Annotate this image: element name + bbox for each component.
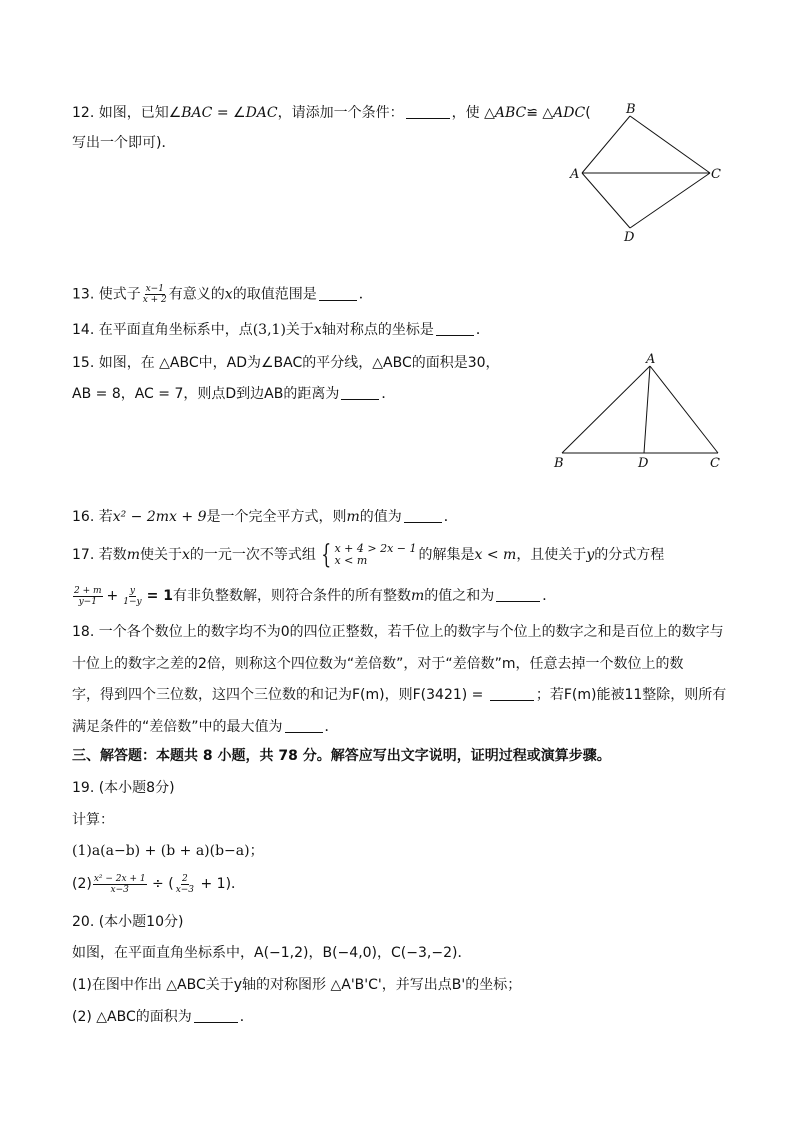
q14-suffix: 轴对称点的坐标是 — [321, 322, 434, 338]
q19-part2 — [72, 872, 245, 896]
q18-line3 — [72, 685, 726, 705]
q18-answer-blank-2[interactable] — [285, 718, 323, 733]
q17-frac2-num: y — [129, 585, 135, 596]
q15-end: ． — [381, 386, 396, 402]
q13-prefix: 13. 使式子 — [72, 286, 141, 303]
q15-label-d: D — [638, 456, 649, 471]
q12-label-d: D — [624, 230, 635, 245]
q12-angle2: DAC — [245, 105, 278, 121]
q18-line2: 十位上的数字之差的2倍，则称这个四位数为“差倍数”，对于“差倍数”m，任意去掉一个数位上的数 — [72, 656, 684, 672]
q17-frac1 — [73, 586, 103, 607]
q17-mid2: 的一元一次不等式组 — [189, 547, 316, 563]
q20-part2-prefix: (2) △ABC的面积为 — [72, 1009, 192, 1025]
q17-var-x: x — [182, 547, 190, 563]
q12-cong: ≌ △ — [526, 105, 554, 121]
q17-rhs: = 1 — [146, 588, 173, 604]
q18-line4 — [72, 717, 339, 737]
q19-frac1-den: x−3 — [110, 884, 129, 895]
q17-suffix: 的分式方程 — [594, 547, 665, 563]
q13-fraction — [142, 284, 168, 305]
q20-title: 20. (本小题10分) — [72, 914, 184, 930]
q12-segment-bc — [630, 116, 710, 173]
q18-line3-prefix: 字，得到四个三位数，这四个三位数的和记为F(m)，则F(3421) = — [72, 687, 488, 703]
q20-part2 — [72, 1007, 254, 1027]
q12-answer-blank[interactable] — [406, 104, 450, 119]
q19-part1: (1)a(a−b) + (b + a)(b−a)； — [72, 843, 264, 859]
q13-suffix: 的取值范围是 — [232, 286, 317, 303]
q18-line3-suffix: ；若F(m)能被11整除，则所有 — [535, 687, 727, 703]
q13-mid: 有意义的 — [168, 286, 225, 303]
q12-angle1: BAC — [181, 105, 213, 121]
q16-suffix: 的值为 — [359, 509, 402, 525]
q16-end: ． — [443, 509, 458, 525]
q19-frac2-num: 2 — [181, 873, 188, 884]
q12-segment-ab — [582, 116, 630, 173]
q17-plus: + — [106, 588, 119, 604]
q17-mid3: 的解集是 — [418, 547, 475, 563]
q19-frac1-num: x² − 2x + 1 — [93, 873, 146, 884]
q17-prefix: 17. 若数 — [72, 547, 127, 563]
q13-answer-blank[interactable] — [319, 286, 357, 301]
q13-var: x — [224, 286, 233, 303]
q19-title: 19. (本小题8分) — [72, 780, 175, 796]
q13-end: ． — [358, 286, 373, 303]
q17-frac2 — [122, 586, 142, 607]
q17-row2: x < m — [334, 554, 368, 567]
q20-end: ． — [239, 1009, 254, 1025]
q17-line1 — [72, 542, 664, 568]
q17-var-y: y — [586, 547, 595, 563]
q15-label-a: A — [646, 352, 656, 367]
q18-end: ． — [324, 719, 339, 735]
q18-answer-blank-1[interactable] — [490, 686, 534, 701]
q17-frac2-den: 1−y — [123, 596, 142, 607]
q14-mid: 关于 — [285, 322, 314, 338]
q14-point: (3,1) — [252, 322, 286, 338]
q20-part1: (1)在图中作出 △ABC关于y轴的对称图形 △A'B'C'，并写出点B'的坐标； — [72, 977, 522, 993]
q19-frac2-den: x−3 — [175, 884, 195, 895]
q17-row1: x + 4 > 2x − 1 — [334, 542, 417, 555]
q15-answer-blank[interactable] — [341, 385, 379, 400]
q16-expr: x² − 2mx + 9 — [112, 509, 207, 525]
q17-brace: { — [321, 540, 332, 570]
q15-segment-ab — [562, 366, 650, 453]
q12-mid: ，请添加一个条件： — [277, 105, 404, 121]
q15-line2 — [72, 384, 395, 404]
q19-frac1 — [93, 874, 147, 895]
q19-frac2 — [175, 874, 195, 895]
q15-label-c: C — [710, 456, 720, 471]
q17-line2-suffix: 有非负整数解，则符合条件的所有整数 — [172, 588, 411, 604]
q12-figure — [560, 98, 730, 248]
q15-figure — [548, 348, 728, 473]
q14-var: x — [313, 322, 322, 338]
q15-segment-ac — [650, 366, 718, 453]
q17-line2-end: 的值之和为 — [424, 588, 495, 604]
q17-end: ． — [542, 588, 557, 604]
q16-line — [72, 507, 458, 527]
q12-after: ，使 △ — [451, 105, 495, 121]
q19-part2-prefix: (2) — [72, 876, 92, 892]
q17-frac1-num: 2 + m — [74, 585, 102, 596]
q18-line1: 18. 一个各个数位上的数字均不为0的四位正整数，若千位上的数字与个位上的数字之和是百位上的数字与 — [72, 624, 724, 640]
q17-frac1-den: y−1 — [78, 596, 97, 607]
q12-tri2: ADC — [553, 105, 586, 121]
q17-solution: x < m — [474, 547, 517, 563]
q12-line2: 写出一个即可)． — [72, 135, 176, 151]
q16-var: m — [346, 509, 360, 525]
q15-label-b: B — [554, 456, 564, 471]
q19-prompt: 计算： — [72, 812, 114, 828]
q20-answer-blank[interactable] — [194, 1008, 238, 1023]
q17-mid4: ，且使关于 — [516, 547, 587, 563]
q19-part2-end: + 1)． — [196, 876, 246, 892]
q16-answer-blank[interactable] — [404, 508, 442, 523]
section3-heading: 三、解答题：本题共 8 小题，共 78 分。解答应写出文字说明，证明过程或演算步骤。 — [72, 748, 611, 764]
q12-text: 12. 如图，已知∠ — [72, 105, 182, 121]
q12-eq: = ∠ — [212, 105, 246, 121]
q17-line2-var: m — [410, 588, 425, 604]
q12-label-a: A — [570, 167, 580, 182]
q19-div: ÷ ( — [147, 876, 174, 892]
q12-line1 — [72, 103, 591, 123]
q15-segment-ad — [644, 366, 650, 453]
q14-answer-blank[interactable] — [436, 321, 474, 336]
q17-inequality-system — [318, 542, 417, 568]
q13-line — [72, 284, 373, 305]
q15-line1: 15. 如图，在 △ABC中，AD为∠BAC的平分线，△ABC的面积是30， — [72, 355, 500, 371]
q18-line4-prefix: 满足条件的“差倍数”中的最大值为 — [72, 719, 283, 735]
q13-frac-num: x−1 — [145, 284, 164, 294]
q12-segment-ad — [582, 173, 630, 228]
q12-tri1: ABC — [494, 105, 527, 121]
q15-line2-text: AB = 8，AC = 7，则点D到边AB的距离为 — [72, 386, 340, 402]
q12-label-b: B — [626, 102, 636, 117]
q17-var-m: m — [126, 547, 140, 563]
q13-frac-den: x + 2 — [142, 295, 167, 305]
q14-prefix: 14. 在平面直角坐标系中，点 — [72, 322, 253, 338]
q17-answer-blank[interactable] — [496, 587, 540, 602]
q16-prefix: 16. 若 — [72, 509, 113, 525]
q12-label-c: C — [711, 167, 721, 182]
q17-mid1: 使关于 — [140, 547, 182, 563]
q14-end: ． — [475, 322, 490, 338]
q16-mid: 是一个完全平方式，则 — [206, 509, 347, 525]
q20-line1: 如图，在平面直角坐标系中，A(−1,2)，B(−4,0)，C(−3,−2)． — [72, 945, 472, 961]
q14-line — [72, 320, 490, 340]
q12-paren: ( — [585, 105, 591, 121]
q17-line2 — [72, 584, 556, 608]
q12-segment-dc — [630, 173, 710, 228]
